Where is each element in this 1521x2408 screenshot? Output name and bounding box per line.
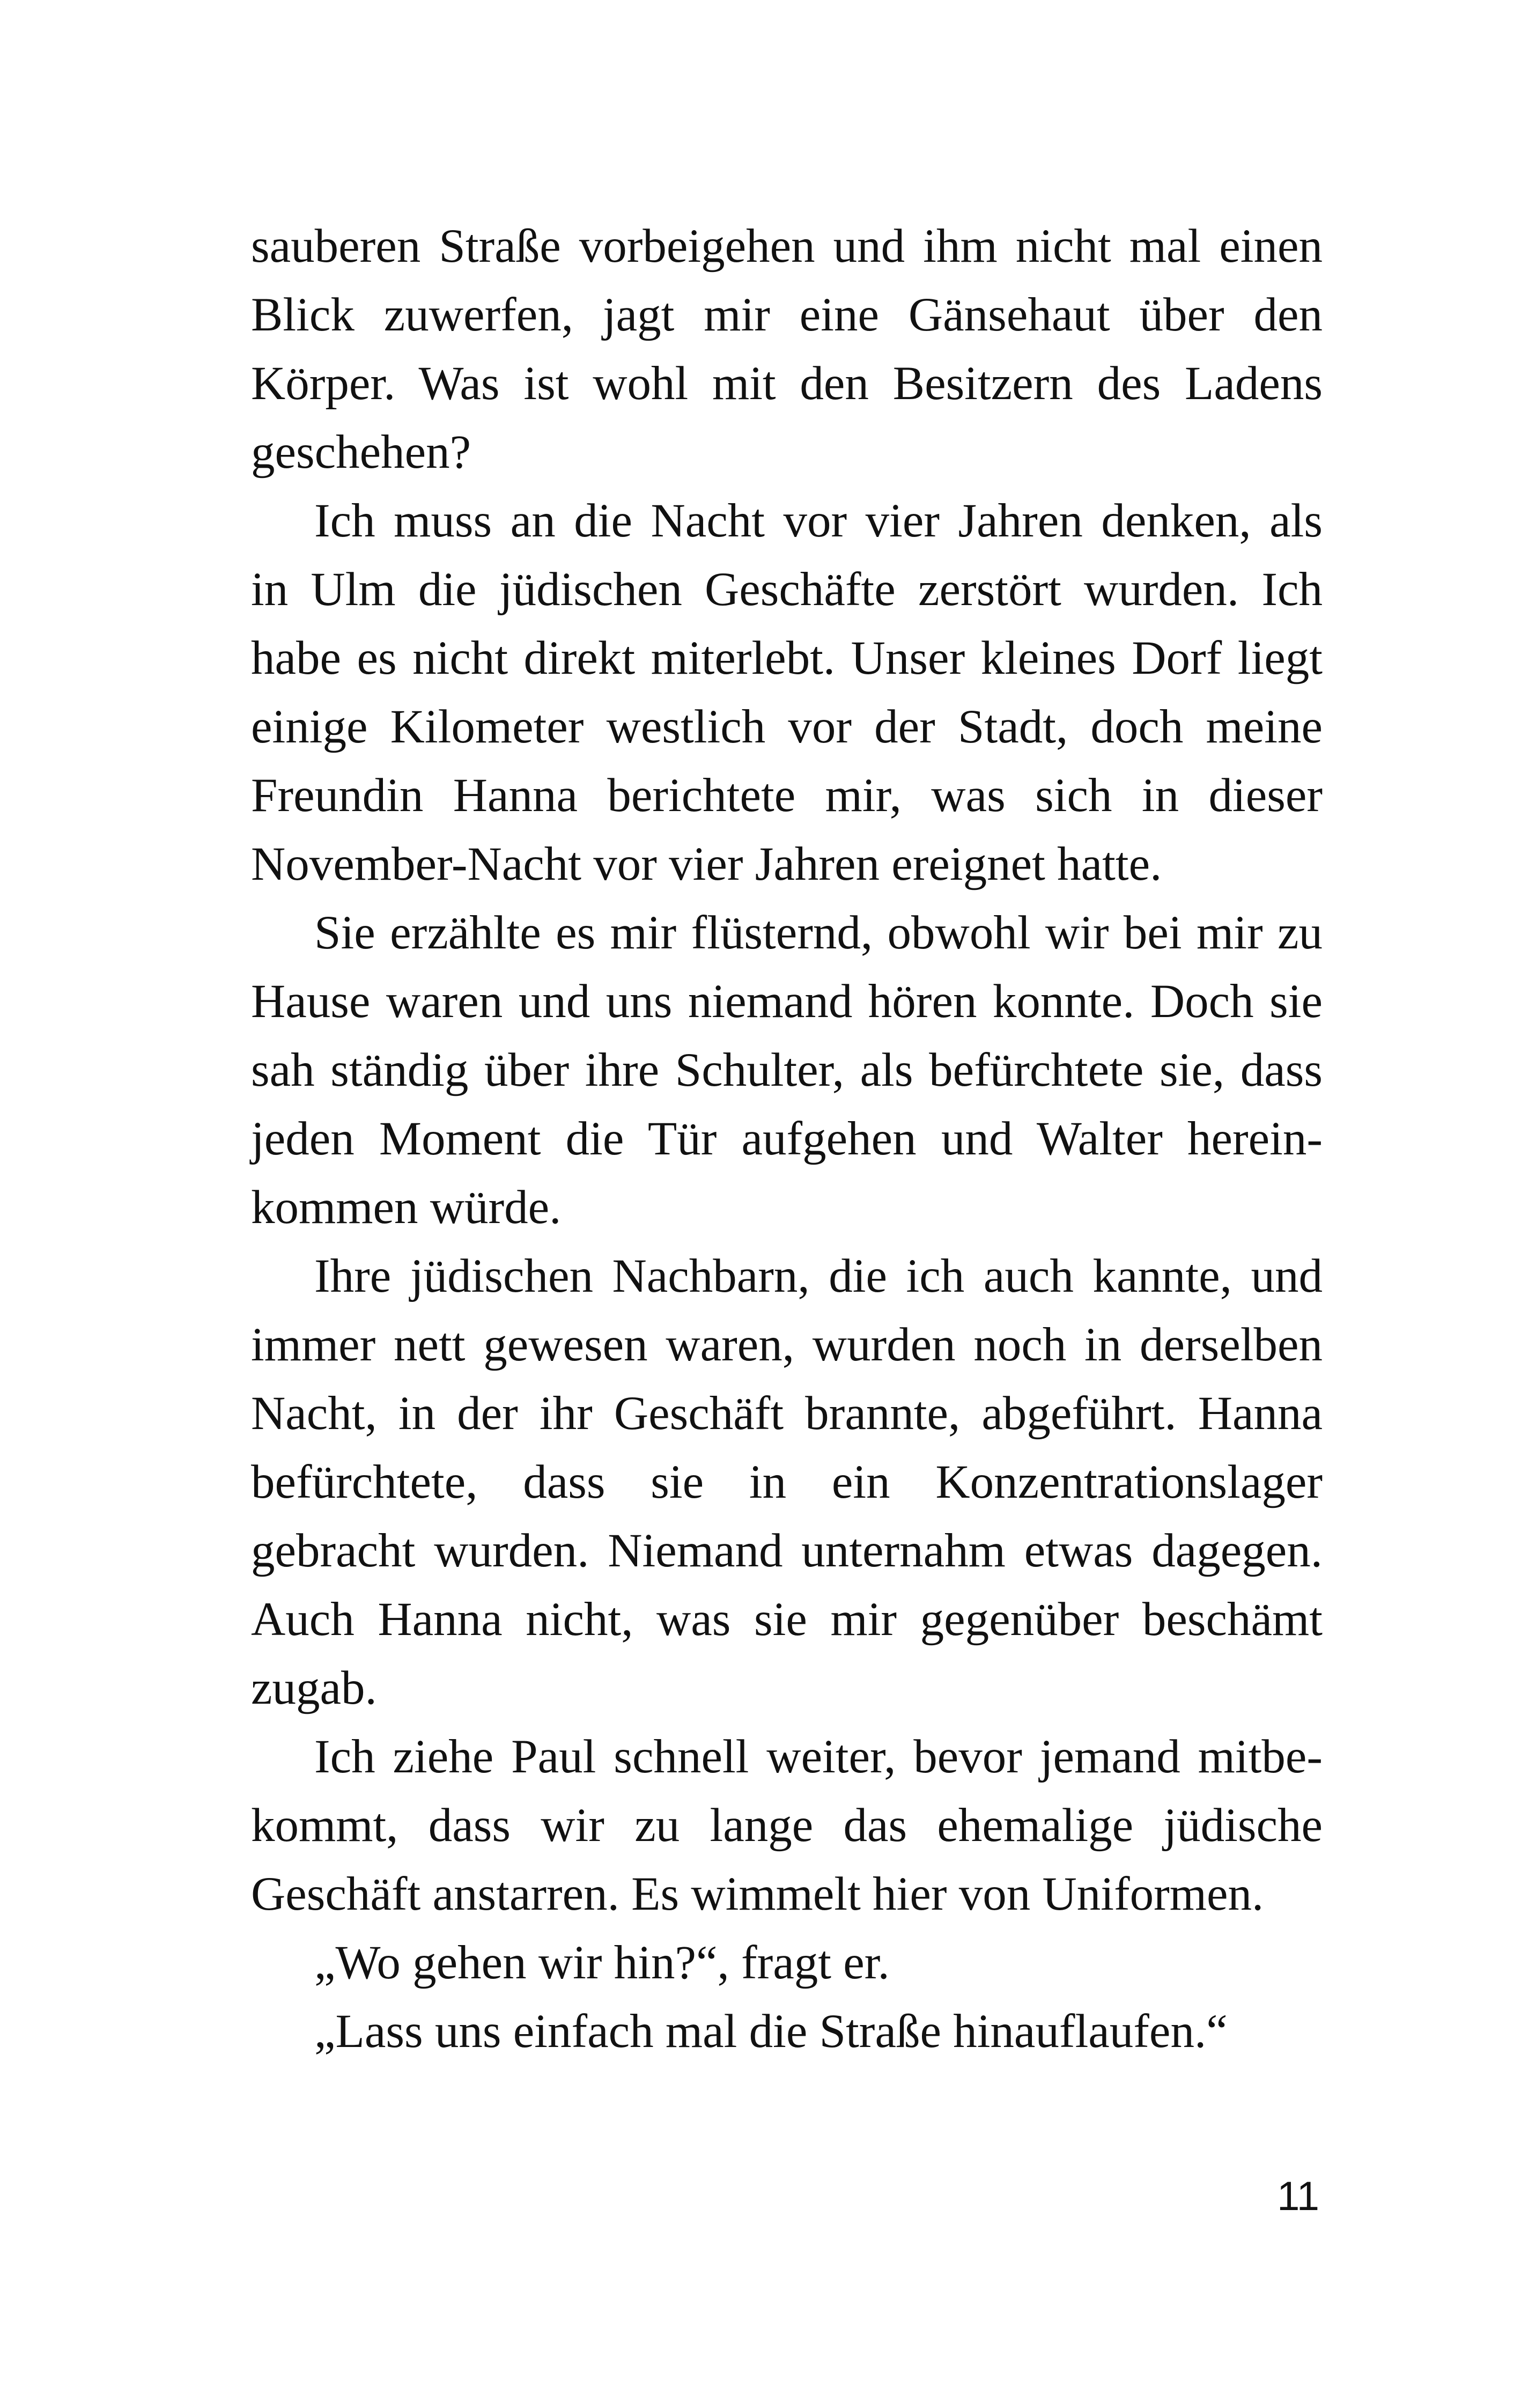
text-line: befürchtete, dass sie in ein Konzentrationslager xyxy=(251,1456,1323,1508)
text-line: zugab. xyxy=(251,1662,377,1714)
text-line: jeden Moment die Tür aufgehen und Walter herein- xyxy=(251,1113,1323,1165)
text-line: geschehen? xyxy=(251,426,471,478)
text-line: Ich muss an die Nacht vor vier Jahren denken, als xyxy=(314,495,1323,547)
paragraph-6 xyxy=(251,1928,1323,1997)
text-line: Sie erzählte es mir flüsternd, obwohl wir bei mir zu xyxy=(314,907,1323,959)
paragraph-5 xyxy=(251,1722,1323,1928)
page-number: 11 xyxy=(1277,2174,1319,2219)
text-line: sah ständig über ihre Schulter, als befürchtete sie, dass xyxy=(251,1044,1323,1096)
text-line: Hause waren und uns niemand hören konnte. Doch sie xyxy=(251,975,1323,1028)
text-line: sauberen Straße vorbeigehen und ihm nicht mal einen xyxy=(251,220,1323,273)
body-text xyxy=(251,212,1323,2066)
text-line: „Wo gehen wir hin?“, fragt er. xyxy=(314,1936,890,1989)
text-line: Nacht, in der ihr Geschäft brannte, abgeführt. Hanna xyxy=(251,1387,1323,1440)
text-line: Geschäft anstarren. Es wimmelt hier von Uniformen. xyxy=(251,1868,1264,1920)
text-line: kommen würde. xyxy=(251,1181,562,1234)
text-line: kommt, dass wir zu lange das ehemalige jüdische xyxy=(251,1799,1323,1852)
paragraph-4 xyxy=(251,1242,1323,1722)
text-line: immer nett gewesen waren, wurden noch in derselben xyxy=(251,1319,1323,1371)
text-line: November-Nacht vor vier Jahren ereignet hatte. xyxy=(251,838,1162,890)
paragraph-1 xyxy=(251,212,1323,487)
text-line: Körper. Was ist wohl mit den Besitzern des Ladens xyxy=(251,357,1323,410)
text-line: Ihre jüdischen Nachbarn, die ich auch kannte, und xyxy=(314,1250,1323,1302)
text-line: habe es nicht direkt miterlebt. Unser kleines Dorf liegt xyxy=(251,632,1323,684)
text-line: Auch Hanna nicht, was sie mir gegenüber beschämt xyxy=(251,1593,1323,1646)
text-line: Blick zuwerfen, jagt mir eine Gänsehaut über den xyxy=(251,289,1323,341)
text-line: in Ulm die jüdischen Geschäfte zerstört wurden. Ich xyxy=(251,563,1323,616)
paragraph-7 xyxy=(251,1997,1323,2066)
text-line: gebracht wurden. Niemand unternahm etwas dagegen. xyxy=(251,1525,1323,1577)
text-line: Ich ziehe Paul schnell weiter, bevor jemand mitbe- xyxy=(314,1730,1323,1783)
text-line: „Lass uns einfach mal die Straße hinauflaufen.“ xyxy=(314,2005,1228,2058)
paragraph-2 xyxy=(251,487,1323,899)
text-line: einige Kilometer westlich vor der Stadt, doch meine xyxy=(251,701,1323,753)
text-line: Freundin Hanna berichtete mir, was sich in dieser xyxy=(251,769,1323,822)
paragraph-3 xyxy=(251,899,1323,1242)
